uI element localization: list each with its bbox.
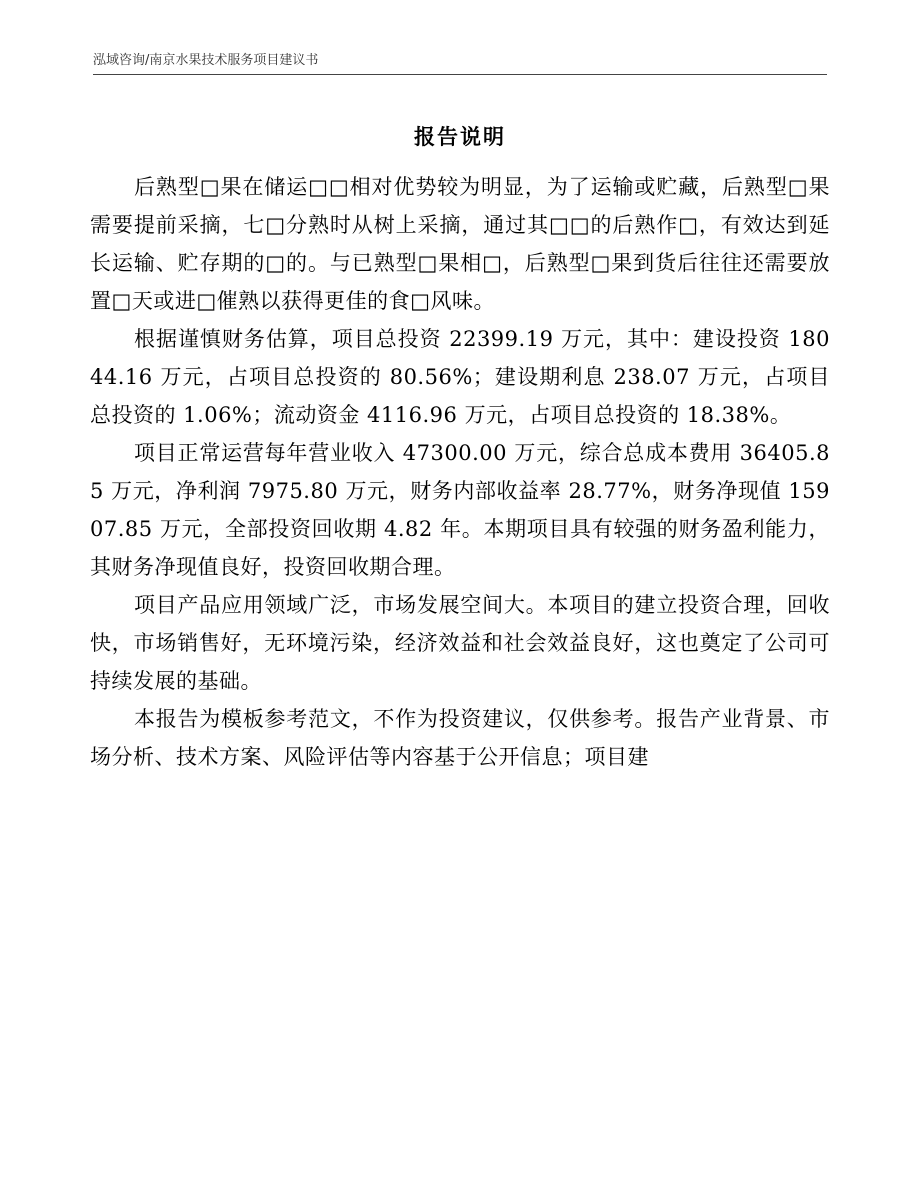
- running-header: [93, 52, 827, 75]
- document-body: [90, 168, 830, 776]
- paragraph-disclaimer: 本报告为模板参考范文，不作为投资建议，仅供参考。报告产业背景、市场分析、技术方案、风险评估等内容基于公开信息；项目建: [90, 707, 830, 769]
- paragraph-ripening: 后熟型□果在储运□□相对优势较为明显，为了运输或贮藏，后熟型□果需要提前采摘，七□分熟时从树上采摘，通过其□□的后熟作□，有效达到延长运输、贮存期的□的。与已熟型□果相□，后熟型□果到货后往往还需要放置□天或进□催熟以获得更佳的食□风味。: [90, 175, 830, 313]
- document-title: 报告说明: [414, 125, 506, 149]
- paragraph-revenue: 项目正常运营每年营业收入 47300.00 万元，综合总成本费用 36405.85 万元，净利润 7975.80 万元，财务内部收益率 28.77%，财务净现值 15907.85 万元，全部投资回收期 4.82 年。本期项目具有较强的财务盈利能力，其财务净现值良好，投资回收期合理。: [90, 441, 830, 579]
- running-header-text: 泓域咨询/南京水果技术服务项目建议书: [93, 53, 319, 68]
- paragraph-market: 项目产品应用领域广泛，市场发展空间大。本项目的建立投资合理，回收快，市场销售好，无环境污染，经济效益和社会效益良好，这也奠定了公司可持续发展的基础。: [90, 593, 830, 693]
- paragraph-investment: 根据谨慎财务估算，项目总投资 22399.19 万元，其中：建设投资 18044.16 万元，占项目总投资的 80.56%；建设期利息 238.07 万元，占项目总投资的 1.06%；流动资金 4116.96 万元，占项目总投资的 18.38%。: [90, 327, 830, 427]
